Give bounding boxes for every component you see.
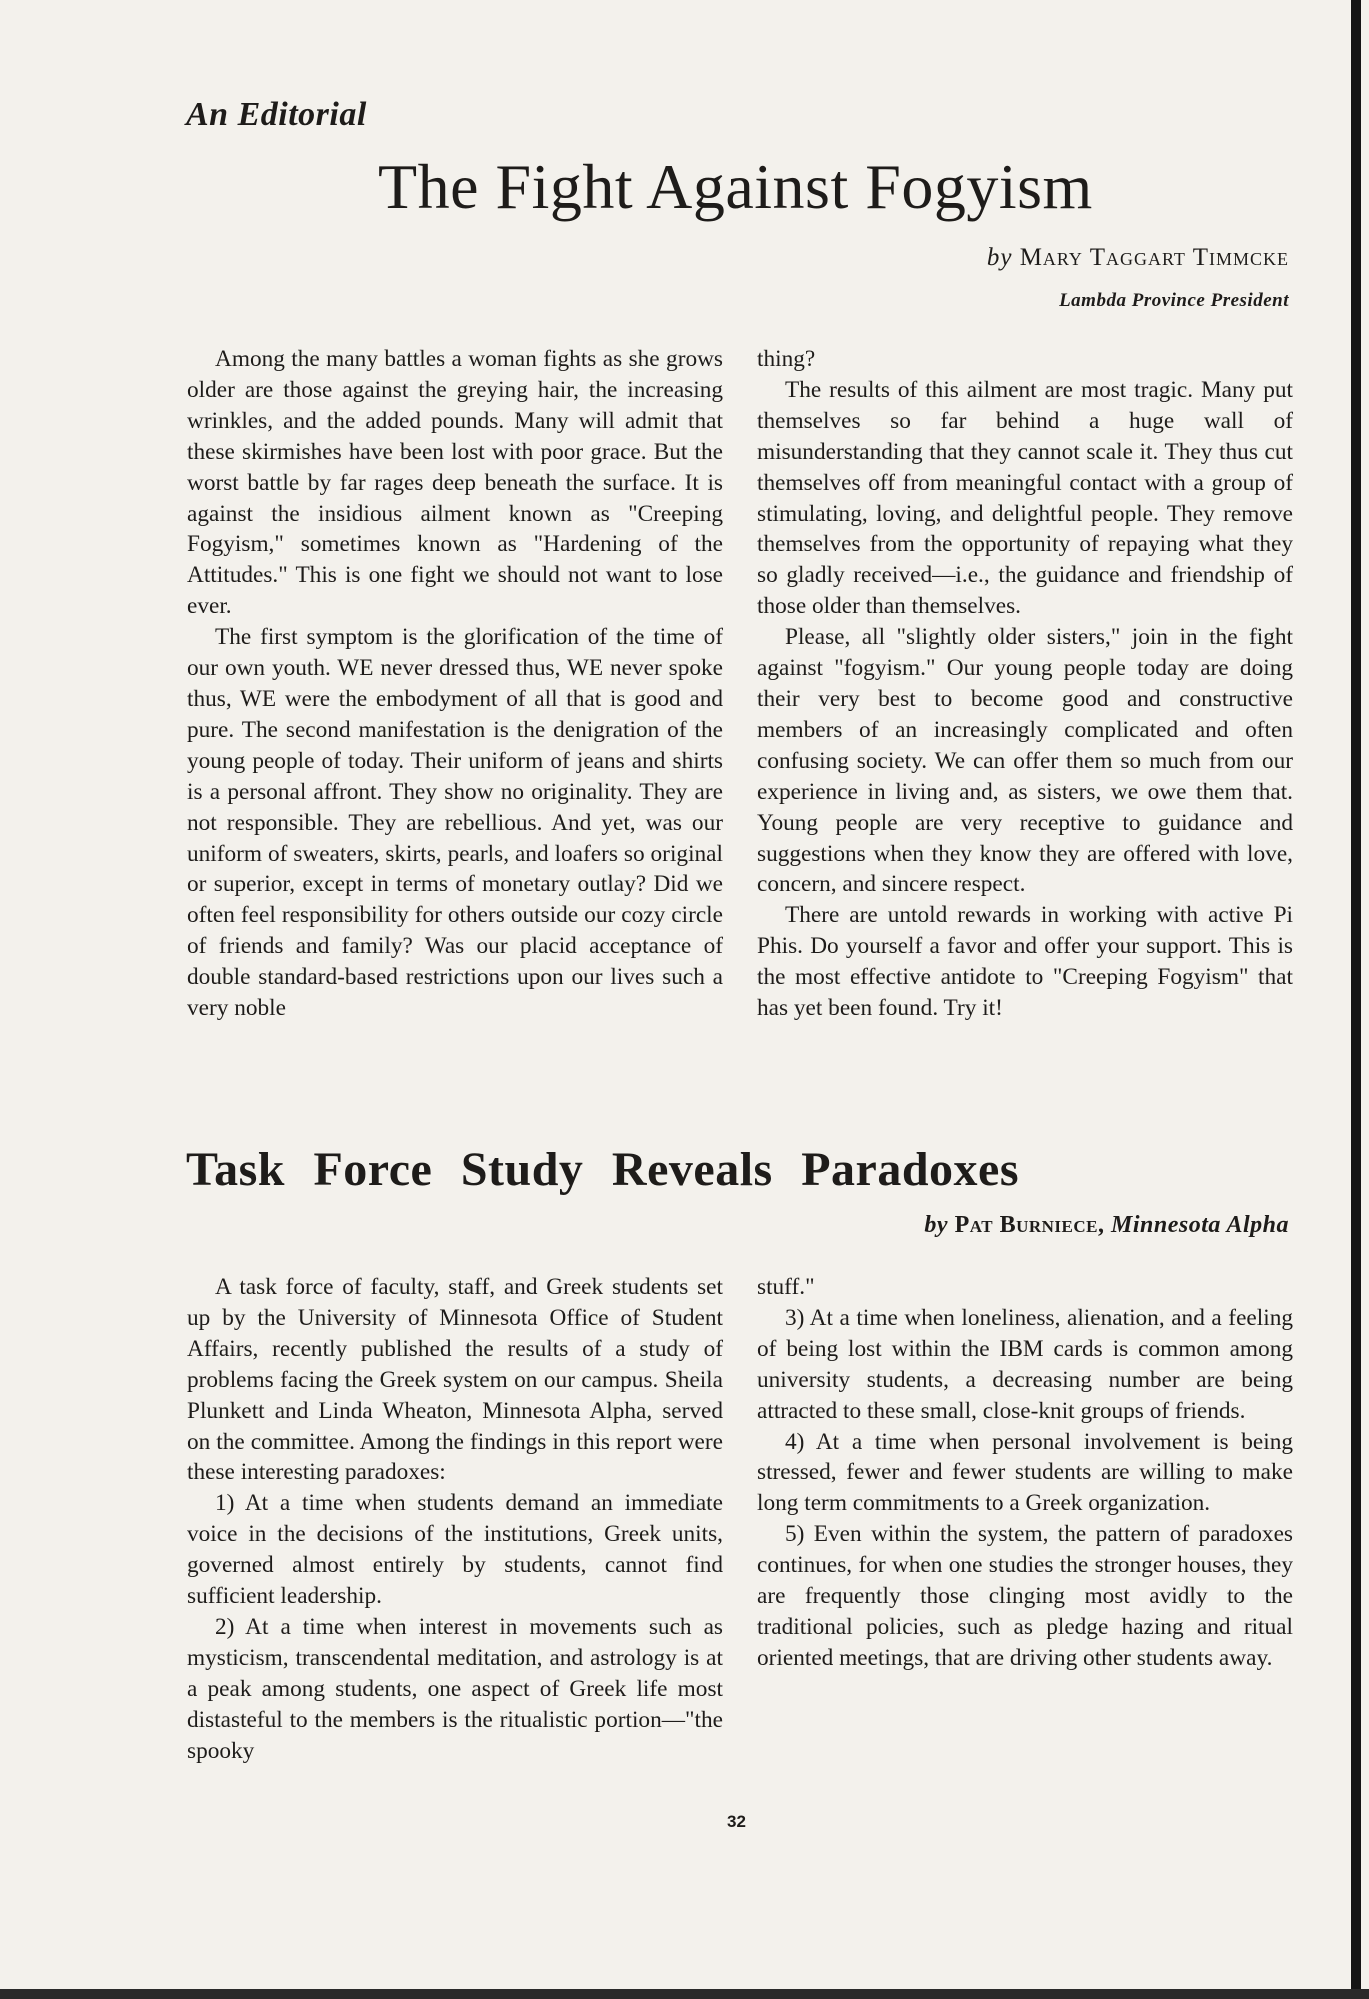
task-force-column-2 (757, 1272, 1293, 1674)
paragraph: 5) Even within the system, the pattern of paradoxes continues, for when one studies the stronger houses, they are frequently those clinging most avidly to the traditional policies, such as pledge hazing and ritual oriented meetings, that are driving other students away. (757, 1521, 1293, 1671)
paragraph: 2) At a time when interest in movements such as mysticism, transcendental meditation, and astrology is at a peak among students, one aspect of Greek life most distasteful to the members is the ritualistic portion—"the spooky (187, 1613, 723, 1764)
byline-prefix: by (924, 1212, 949, 1238)
paragraph: 3) At a time when loneliness, alienation, and a feeling of being lost within the IBM cards is common among university students, a decreasing number are being attracted to these small, close-knit groups of friends. (757, 1304, 1293, 1424)
byline-prefix: by (986, 244, 1013, 271)
page-number: 32 (727, 1812, 746, 1831)
paragraph: 4) At a time when personal involvement is being stressed, fewer and fewer students are willing to make long term commitments to a Greek organization. (757, 1428, 1293, 1517)
editorial-affiliation: Lambda Province President (1059, 290, 1289, 311)
paragraph-continuation: thing? (757, 346, 816, 372)
editorial-author: Mary Taggart Timmcke (1019, 244, 1289, 271)
editorial-title: The Fight Against Fogyism (378, 151, 1093, 222)
paragraph-continuation: stuff." (757, 1274, 815, 1300)
paragraph: The first symptom is the glorification of the time of our own youth. WE never dressed thus, WE never spoke thus, WE were the embodyment of all that is good and pure. The second manifestation is the denigration of the young people of today. Their uniform of jeans and shirts is a personal affront. They show no originality. They are not responsible. They are rebellious. And yet, was our uniform of sweaters, skirts, pearls, and loafers so original or superior, except in terms of monetary outlay? Did we often feel responsibility for others outside our cozy circle of friends and family? Was our placid acceptance of double standard-based restrictions upon our lives such a very noble (187, 624, 723, 1022)
task-force-column-1 (187, 1272, 723, 1767)
task-force-author: Pat Burniece, (954, 1212, 1105, 1238)
scan-edge-bottom (0, 1989, 1369, 1999)
paragraph: A task force of faculty, staff, and Greek students set up by the University of Minnesota Office of Student Affairs, recently published the results of a study of problems facing the Greek system on our campus. Sheila Plunkett and Linda Wheaton, Minnesota Alpha, served on the committee. Among the findings in this report were these interesting paradoxes: (187, 1274, 723, 1486)
paragraph: Among the many battles a woman fights as she grows older are those against the greying hair, the increasing wrinkles, and the added pounds. Many will admit that these skirmishes have been lost with poor grace. But the worst battle by far rages deep beneath the surface. It is against the insidious ailment known as "Creeping Fogyism," sometimes known as "Hardening of the Attitudes." This is one fight we should not want to lose ever. (187, 346, 723, 620)
task-force-byline (924, 1212, 1289, 1239)
paragraph: 1) At a time when students demand an immediate voice in the decisions of the institutions, Greek units, governed almost entirely by students, cannot find sufficient leadership. (187, 1490, 723, 1610)
scan-edge-right (1351, 0, 1361, 1999)
editorial-kicker: An Editorial (186, 96, 367, 133)
editorial-column-1 (187, 344, 723, 1024)
paragraph: There are untold rewards in working with active Pi Phis. Do yourself a favor and offer your support. This is the most effective antidote to "Creeping Fogyism" that has yet been found. Try it! (757, 902, 1293, 1022)
task-force-chapter: Minnesota Alpha (1111, 1212, 1289, 1238)
editorial-column-2 (757, 344, 1293, 1024)
task-force-title: Task Force Study Reveals Paradoxes (186, 1143, 1020, 1196)
editorial-byline (987, 244, 1289, 272)
paragraph: The results of this ailment are most tragic. Many put themselves so far behind a huge wall of misunderstanding that they cannot scale it. They thus cut themselves off from meaningful contact with a group of stimulating, loving, and delightful people. They remove themselves from the opportunity of repaying what they so gladly received—i.e., the guidance and friendship of those older than themselves. (757, 376, 1293, 620)
paragraph: Please, all "slightly older sisters," join in the fight against "fogyism." Our young people today are doing their very best to become good and constructive members of an increasingly complicated and often confusing society. We can offer them so much from our experience in living and, as sisters, we owe them that. Young people are very receptive to guidance and suggestions when they know they are offered with love, concern, and sincere respect. (757, 624, 1293, 898)
